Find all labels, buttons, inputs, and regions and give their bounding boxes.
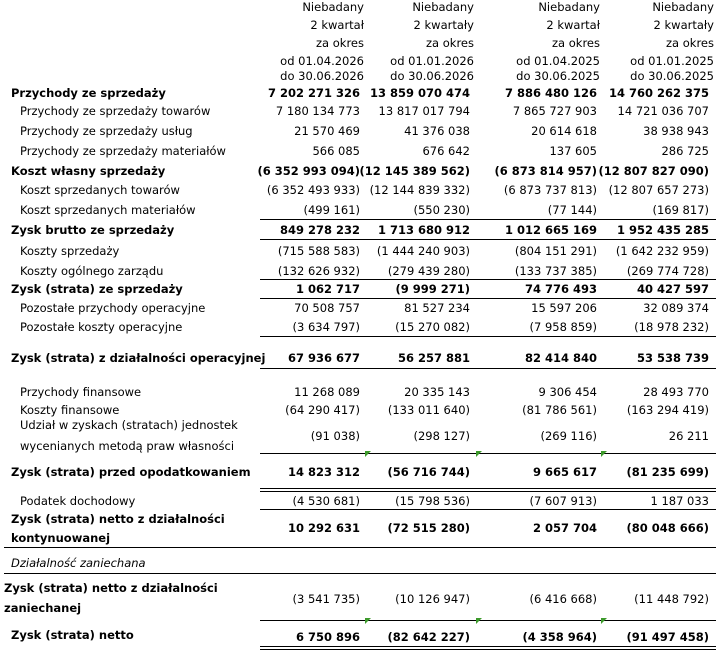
- row-value: 11 268 089: [294, 385, 360, 399]
- row-value: 9 306 454: [538, 385, 597, 399]
- row-value: 7 865 727 903: [512, 104, 597, 118]
- row-value: 14 823 312: [287, 465, 360, 479]
- row-value: 38 938 943: [643, 124, 709, 138]
- row-label: Zysk (strata) netto z działalności: [4, 581, 218, 595]
- separator-line: [260, 453, 716, 454]
- row-value: (91 038): [310, 429, 360, 443]
- cell-marker: [601, 618, 607, 624]
- separator-line: [4, 547, 716, 548]
- row-value: 1 952 435 285: [616, 223, 709, 237]
- row-value: (133 737 385): [514, 264, 597, 278]
- header-line: Niebadany: [652, 0, 714, 14]
- row-value: (6 352 493 933): [266, 183, 360, 197]
- row-value: (81 786 561): [522, 403, 597, 417]
- section-heading: Działalność zaniechana: [11, 556, 146, 570]
- row-value: (1 444 240 903): [376, 244, 470, 258]
- row-value: (56 716 744): [387, 465, 470, 479]
- row-label: Koszt sprzedanych materiałów: [20, 203, 196, 217]
- row-value: (11 448 792): [634, 592, 709, 606]
- row-label: Koszty sprzedaży: [20, 244, 120, 258]
- row-value: (499 161): [303, 203, 360, 217]
- row-value: 32 089 374: [643, 301, 709, 315]
- row-label: Koszty ogólnego zarządu: [20, 264, 164, 278]
- row-label: Koszt własny sprzedaży: [11, 164, 166, 178]
- header-line: do 30.06.2025: [516, 69, 600, 83]
- row-value: 676 642: [422, 144, 470, 158]
- row-value: 10 292 631: [287, 521, 360, 535]
- row-label: Przychody ze sprzedaży towarów: [20, 104, 211, 118]
- row-value: (80 048 666): [626, 521, 709, 535]
- row-value: (7 958 859): [529, 320, 597, 334]
- row-value: 286 725: [661, 144, 709, 158]
- header-line: do 30.06.2026: [390, 69, 474, 83]
- row-value: (4 530 681): [292, 494, 360, 508]
- row-value: (9 999 271): [395, 282, 470, 296]
- header-line: Niebadany: [412, 0, 474, 14]
- row-value: 67 936 677: [287, 351, 360, 365]
- row-value: 6 750 896: [295, 630, 360, 644]
- row-value: (804 151 291): [514, 244, 597, 258]
- row-value: 20 614 618: [531, 124, 597, 138]
- separator-line: [260, 646, 716, 647]
- row-value: 26 211: [668, 429, 709, 443]
- header-line: od 01.01.2025: [630, 54, 714, 68]
- row-value: 7 886 480 126: [504, 86, 597, 100]
- row-value: 13 817 017 794: [378, 104, 470, 118]
- separator-line: [260, 509, 716, 510]
- row-value: 849 278 232: [279, 223, 360, 237]
- row-value: (12 807 827 090): [598, 164, 709, 178]
- row-value: (12 807 657 273): [608, 183, 709, 197]
- row-label: Przychody ze sprzedaży materiałów: [20, 144, 226, 158]
- row-value: (715 588 583): [277, 244, 360, 258]
- separator-line: [260, 239, 716, 240]
- row-value: (550 230): [413, 203, 470, 217]
- header-line: 2 kwartał: [310, 18, 364, 32]
- row-label: Podatek dochodowy: [20, 494, 136, 508]
- separator-line: [260, 649, 716, 650]
- separator-line: [260, 491, 716, 492]
- row-value: (269 774 728): [626, 264, 709, 278]
- row-value: 566 085: [312, 144, 360, 158]
- row-value: 20 335 143: [404, 385, 470, 399]
- column-header-4: [614, 0, 714, 84]
- row-label: Zysk (strata) netto z działalności: [11, 512, 225, 526]
- row-value: 14 721 036 707: [617, 104, 709, 118]
- separator-line: [260, 219, 716, 220]
- row-value: 1 062 717: [295, 282, 360, 296]
- row-value: (279 439 280): [387, 264, 470, 278]
- header-line: Niebadany: [538, 0, 600, 14]
- header-line: za okres: [426, 36, 474, 50]
- header-line: za okres: [316, 36, 364, 50]
- row-label: Udział w zyskach (stratach) jednostek: [20, 418, 238, 432]
- separator-line: [260, 336, 716, 337]
- separator-line: [260, 279, 716, 280]
- row-label: Przychody finansowe: [20, 385, 142, 399]
- row-value: 28 493 770: [643, 385, 709, 399]
- row-value: (77 144): [547, 203, 597, 217]
- row-value: 81 527 234: [404, 301, 470, 315]
- row-value: (72 515 280): [387, 521, 470, 535]
- header-line: Niebadany: [302, 0, 364, 14]
- row-label: Zysk (strata) netto: [11, 628, 134, 642]
- row-value: (6 352 993 094): [257, 164, 360, 178]
- row-value: 13 859 070 474: [369, 86, 470, 100]
- row-label: Zysk (strata) przed opodatkowaniem: [11, 465, 251, 479]
- row-label: Zysk (strata) z działalności operacyjnej: [11, 351, 266, 365]
- row-value: 21 570 469: [294, 124, 360, 138]
- row-value: (6 873 814 957): [494, 164, 597, 178]
- column-header-3: [500, 0, 600, 84]
- row-value: (269 116): [540, 429, 597, 443]
- row-value: (3 541 735): [292, 592, 360, 606]
- header-line: za okres: [666, 36, 714, 50]
- row-value: (81 235 699): [626, 465, 709, 479]
- row-value: (6 416 668): [529, 592, 597, 606]
- cell-marker: [601, 451, 607, 457]
- row-value: (12 144 839 332): [369, 183, 470, 197]
- row-value: (7 607 913): [529, 494, 597, 508]
- row-value: 41 376 038: [404, 124, 470, 138]
- header-line: do 30.06.2025: [630, 69, 714, 83]
- row-value: (298 127): [413, 429, 470, 443]
- row-value: (3 634 797): [292, 320, 360, 334]
- row-value: 40 427 597: [636, 282, 709, 296]
- row-label: Koszt sprzedanych towarów: [20, 183, 180, 197]
- row-value: 14 760 262 375: [608, 86, 709, 100]
- row-value: 15 597 206: [531, 301, 597, 315]
- row-label-continuation: wycenianych metodą praw własności: [20, 439, 235, 453]
- row-label: Zysk brutto ze sprzedaży: [11, 223, 175, 237]
- header-line: od 01.04.2026: [280, 54, 364, 68]
- separator-line: [260, 488, 716, 489]
- row-label: Zysk (strata) ze sprzedaży: [11, 282, 183, 296]
- header-line: za okres: [552, 36, 600, 50]
- row-value: 82 414 840: [524, 351, 597, 365]
- row-value: (4 358 964): [522, 630, 597, 644]
- row-label-continuation: zaniechanej: [4, 601, 82, 615]
- row-value: (12 145 389 562): [359, 164, 470, 178]
- cell-marker: [365, 618, 371, 624]
- header-line: do 30.06.2026: [280, 69, 364, 83]
- row-value: (91 497 458): [626, 630, 709, 644]
- row-value: 70 508 757: [294, 301, 360, 315]
- cell-marker: [476, 451, 482, 457]
- row-value: 7 202 271 326: [267, 86, 360, 100]
- header-line: od 01.01.2026: [390, 54, 474, 68]
- header-line: od 01.04.2025: [516, 54, 600, 68]
- cell-marker: [476, 618, 482, 624]
- row-value: (163 294 419): [626, 403, 709, 417]
- row-value: (15 798 536): [395, 494, 470, 508]
- row-value: (82 642 227): [387, 630, 470, 644]
- row-value: 1 713 680 912: [377, 223, 470, 237]
- row-value: 1 187 033: [650, 494, 709, 508]
- row-value: (133 011 640): [387, 403, 470, 417]
- row-value: (1 642 232 959): [615, 244, 709, 258]
- separator-line: [260, 298, 716, 299]
- row-value: 7 180 134 773: [275, 104, 360, 118]
- row-label: Pozostałe koszty operacyjne: [20, 320, 183, 334]
- row-value: 2 057 704: [532, 521, 597, 535]
- row-label: Przychody ze sprzedaży: [11, 86, 166, 100]
- row-value: (64 290 417): [285, 403, 360, 417]
- row-value: (18 978 232): [634, 320, 709, 334]
- row-value: (15 270 082): [395, 320, 470, 334]
- column-header-1: [264, 0, 364, 84]
- row-value: (132 626 932): [277, 264, 360, 278]
- header-line: 2 kwartały: [653, 18, 714, 32]
- header-line: 2 kwartał: [546, 18, 600, 32]
- row-value: (169 817): [652, 203, 709, 217]
- row-label: Pozostałe przychody operacyjne: [20, 301, 206, 315]
- separator-line: [4, 573, 716, 574]
- row-value: 9 665 617: [532, 465, 597, 479]
- row-value: 1 012 665 169: [504, 223, 597, 237]
- row-value: (6 873 737 813): [503, 183, 597, 197]
- row-value: 137 605: [549, 144, 597, 158]
- row-value: (10 126 947): [395, 592, 470, 606]
- separator-line: [260, 620, 716, 621]
- row-label: Przychody ze sprzedaży usług: [20, 124, 193, 138]
- column-header-2: [374, 0, 474, 84]
- separator-line: [260, 368, 716, 369]
- row-value: 53 538 739: [636, 351, 709, 365]
- row-label-continuation: kontynuowanej: [11, 531, 111, 545]
- row-value: 56 257 881: [397, 351, 470, 365]
- header-line: 2 kwartały: [413, 18, 474, 32]
- cell-marker: [365, 451, 371, 457]
- row-value: 74 776 493: [524, 282, 597, 296]
- row-label: Koszty finansowe: [20, 403, 120, 417]
